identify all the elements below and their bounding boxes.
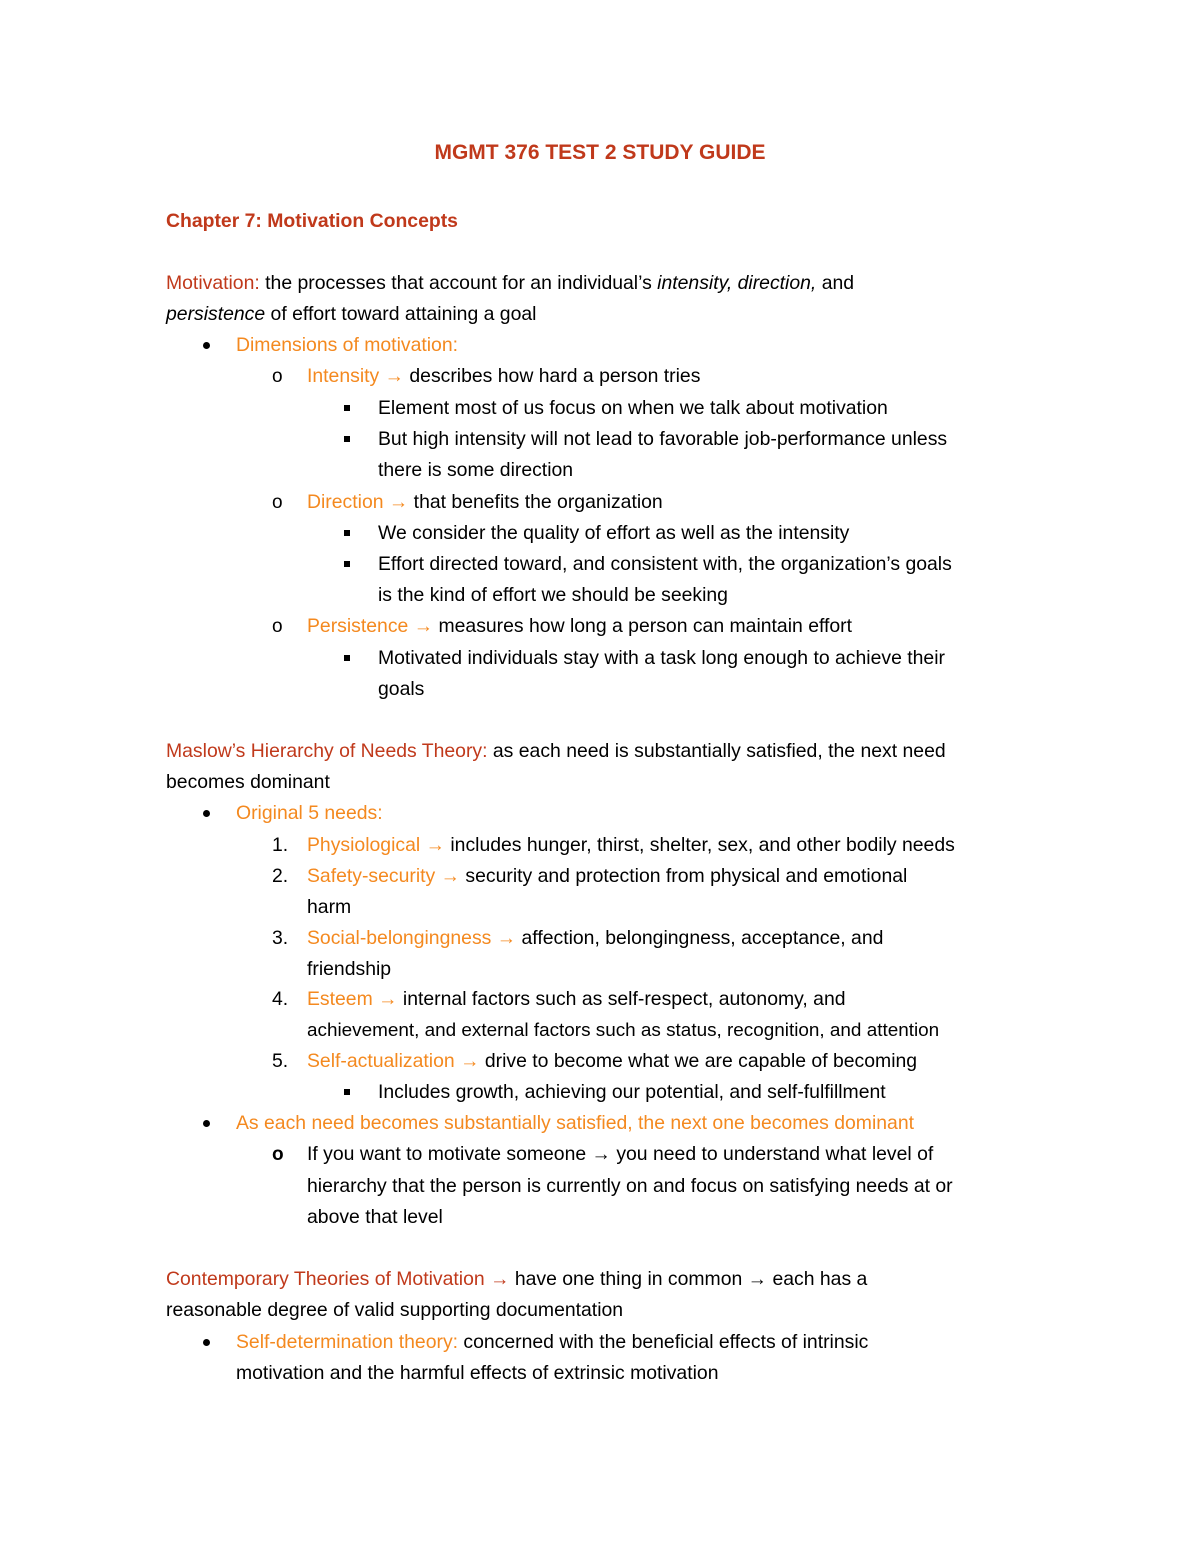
contemporary-term: Contemporary Theories of Motivation — [166, 1268, 485, 1290]
intensity-point-1: Element most of us focus on when we talk about motivation — [378, 397, 888, 419]
need-desc: affection, belongingness, acceptance, and — [516, 927, 884, 949]
maslow-definition-line-1 — [166, 736, 946, 767]
direction-point-1: We consider the quality of effort as well as the intensity — [378, 522, 850, 544]
square-bullet-icon — [344, 561, 350, 567]
motivation-def-and: and — [816, 272, 855, 294]
need-social-cont: friendship — [307, 958, 392, 980]
bullet-icon — [203, 1120, 210, 1127]
square-bullet-icon — [344, 1089, 350, 1095]
arrow-icon: → — [384, 365, 404, 387]
need-safety — [307, 861, 907, 892]
direction-desc: that benefits the organization — [408, 491, 663, 513]
persistence-point-1: Motivated individuals stay with a task long enough to achieve their — [378, 647, 945, 669]
advice-line-1 — [307, 1139, 933, 1170]
circle-bullet-icon: o — [272, 492, 283, 513]
need-label: Self-actualization — [307, 1050, 455, 1072]
intensity-item — [307, 361, 700, 392]
bullet-icon — [203, 342, 210, 349]
sdt-a: concerned with the beneficial effects of intrinsic — [458, 1331, 869, 1353]
need-desc: internal factors such as self-respect, autonomy, and — [397, 988, 846, 1010]
advice-b: you need to understand what level of — [610, 1143, 934, 1165]
motivation-def-persistence: persistence — [166, 303, 266, 325]
need-physiological — [307, 830, 955, 861]
need-safety-cont: harm — [307, 896, 352, 918]
need-desc: includes hunger, thirst, shelter, sex, and other bodily needs — [444, 834, 955, 856]
square-bullet-icon — [344, 530, 350, 536]
persistence-desc: measures how long a person can maintain effort — [433, 615, 853, 637]
persistence-label: Persistence — [307, 615, 409, 637]
contemporary-line-1 — [166, 1264, 867, 1295]
intensity-point-2-cont: there is some direction — [378, 459, 574, 481]
arrow-icon: → — [388, 491, 409, 513]
motivation-definition-line-1 — [166, 268, 854, 299]
direction-label: Direction — [307, 491, 384, 513]
document-title: MGMT 376 TEST 2 STUDY GUIDE — [434, 141, 766, 164]
bullet-icon — [203, 1339, 210, 1346]
arrow-icon: → — [425, 834, 445, 856]
intensity-point-2: But high intensity will not lead to favorable job-performance unless — [378, 428, 948, 450]
need-label: Esteem — [307, 988, 373, 1010]
bullet-icon — [203, 810, 210, 817]
maslow-term: Maslow’s Hierarchy of Needs Theory: — [166, 740, 488, 762]
circle-bullet-icon: o — [272, 366, 283, 387]
circle-bullet-icon: o — [272, 616, 283, 637]
direction-point-2: Effort directed toward, and consistent with, the organization’s goals — [378, 553, 952, 575]
motivation-def-text: the processes that account for an individual’s — [259, 272, 658, 294]
intensity-label: Intensity — [307, 365, 380, 387]
direction-item — [307, 487, 663, 518]
arrow-icon: → — [747, 1268, 768, 1290]
need-number: 5. — [272, 1050, 289, 1072]
direction-point-2-cont: is the kind of effort we should be seeking — [378, 584, 728, 606]
chapter-heading: Chapter 7: Motivation Concepts — [166, 210, 458, 232]
sdt-line-1 — [236, 1327, 868, 1358]
need-esteem — [307, 984, 846, 1015]
need-number: 4. — [272, 988, 289, 1010]
need-number: 2. — [272, 865, 289, 887]
need-desc: security and protection from physical and emotional — [460, 865, 908, 887]
maslow-definition-line-2: becomes dominant — [166, 771, 330, 793]
advice-a: If you want to motivate someone — [307, 1143, 592, 1165]
square-bullet-icon — [344, 655, 350, 661]
self-actualization-point: Includes growth, achieving our potential, and self-fulfillment — [378, 1081, 886, 1103]
persistence-point-1-cont: goals — [378, 678, 425, 700]
arrow-icon: → — [496, 927, 517, 949]
need-label: Safety-security — [307, 865, 436, 887]
motivation-def-italic: intensity, direction, — [657, 272, 817, 294]
arrow-icon: → — [460, 1050, 480, 1072]
motivation-definition-line-2 — [166, 299, 536, 330]
satisfied-heading: As each need becomes substantially satisfied, the next one becomes dominant — [236, 1112, 915, 1134]
contemporary-def-a: have one thing in common — [509, 1268, 748, 1290]
need-esteem-cont: achievement, and external factors such as status, recognition, and attention — [307, 1020, 940, 1041]
advice-line-3: above that level — [307, 1206, 443, 1228]
square-bullet-icon — [344, 436, 350, 442]
square-bullet-icon — [344, 405, 350, 411]
arrow-icon: → — [413, 615, 434, 637]
persistence-item — [307, 611, 852, 642]
need-desc: drive to become what we are capable of becoming — [479, 1050, 918, 1072]
dimensions-heading: Dimensions of motivation: — [236, 334, 459, 356]
arrow-icon: → — [490, 1268, 510, 1290]
need-self-actualization — [307, 1046, 917, 1077]
need-social — [307, 923, 883, 954]
contemporary-def-b: each has a — [767, 1268, 868, 1290]
need-number: 3. — [272, 927, 289, 949]
need-label: Physiological — [307, 834, 421, 856]
circle-bullet-icon: o — [272, 1144, 284, 1165]
intensity-desc: describes how hard a person tries — [404, 365, 701, 387]
arrow-icon: → — [378, 988, 398, 1010]
maslow-def-a: as each need is substantially satisfied, the next need — [487, 740, 946, 762]
motivation-term: Motivation: — [166, 272, 260, 294]
needs-heading: Original 5 needs: — [236, 802, 383, 824]
contemporary-line-2: reasonable degree of valid supporting documentation — [166, 1299, 624, 1321]
sdt-line-2: motivation and the harmful effects of extrinsic motivation — [236, 1362, 719, 1384]
motivation-def-end: of effort toward attaining a goal — [265, 303, 537, 325]
arrow-icon: → — [440, 865, 461, 887]
arrow-icon: → — [591, 1143, 611, 1165]
advice-line-2: hierarchy that the person is currently on and focus on satisfying needs at or — [307, 1175, 953, 1197]
need-number: 1. — [272, 834, 289, 856]
sdt-term: Self-determination theory: — [236, 1331, 459, 1353]
need-label: Social-belongingness — [307, 927, 492, 949]
